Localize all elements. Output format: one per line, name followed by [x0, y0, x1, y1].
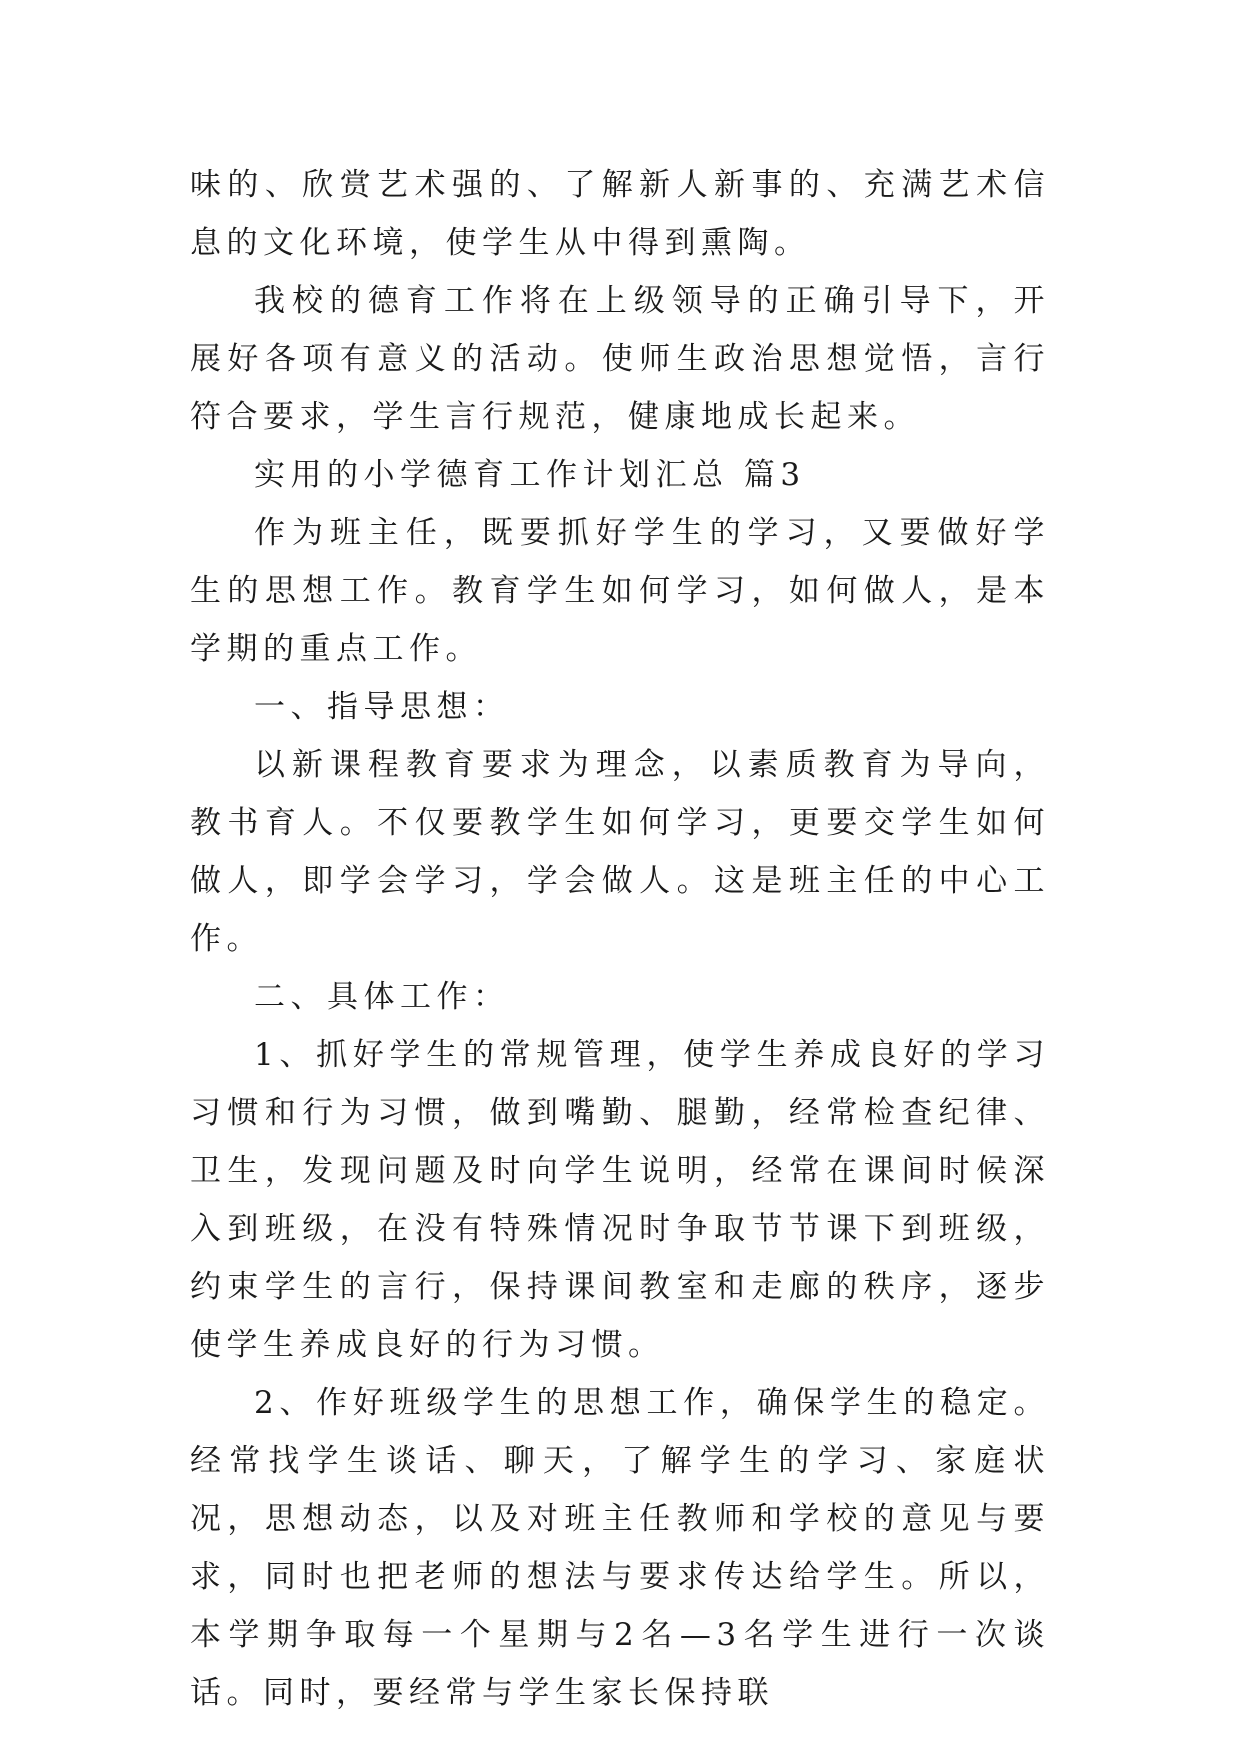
section-title: 实用的小学德育工作计划汇总 篇3 [254, 457, 806, 493]
paragraph-continuation: 味的、欣赏艺术强的、了解新人新事的、充满艺术信息的文化环境，使学生从中得到熏陶。 [190, 167, 1050, 261]
heading-specific-work: 二、具体工作： [254, 979, 510, 1015]
paragraph-intro: 作为班主任，既要抓好学生的学习，又要做好学生的思想工作。教育学生如何学习，如何做人，是本学期的重点工作。 [190, 515, 1050, 667]
paragraph-item-1: 1、抓好学生的常规管理，使学生养成良好的学习习惯和行为习惯，做到嘴勤、腿勤，经常检查纪律、卫生，发现问题及时向学生说明，经常在课间时候深入到班级，在没有特殊情况时争取节节课下到班级，约束学生的言行，保持课间教室和走廊的秩序，逐步使学生养成良好的行为习惯。 [190, 1037, 1050, 1363]
document-page [190, 156, 1050, 1722]
paragraph-item-2: 2、作好班级学生的思想工作，确保学生的稳定。经常找学生谈话、聊天，了解学生的学习、家庭状况，思想动态，以及对班主任教师和学校的意见与要求，同时也把老师的想法与要求传达给学生。所以，本学期争取每一个星期与2名—3名学生进行一次谈话。同时，要经常与学生家长保持联 [190, 1385, 1050, 1711]
heading-guiding-thought: 一、指导思想： [254, 689, 510, 725]
paragraph-guiding-thought: 以新课程教育要求为理念，以素质教育为导向，教书育人。不仅要教学生如何学习，更要交学生如何做人，即学会学习，学会做人。这是班主任的中心工作。 [190, 747, 1050, 957]
paragraph-conclusion: 我校的德育工作将在上级领导的正确引导下，开展好各项有意义的活动。使师生政治思想觉悟，言行符合要求，学生言行规范，健康地成长起来。 [190, 283, 1050, 435]
